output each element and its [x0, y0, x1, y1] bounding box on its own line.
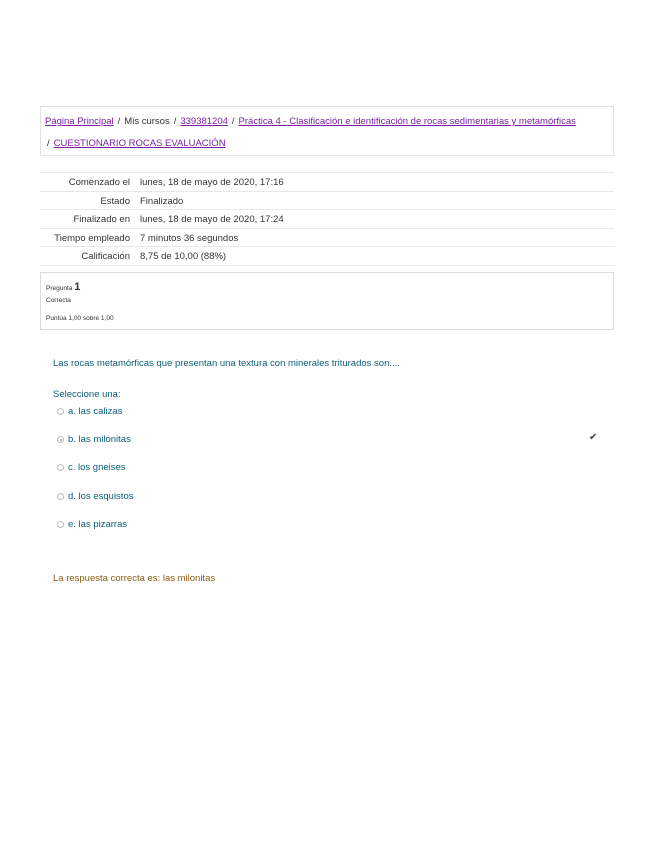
correct-answer-feedback: La respuesta correcta es: las milonitas: [53, 573, 216, 584]
summary-row-grade: [40, 246, 614, 266]
radio-button-checked[interactable]: [57, 436, 64, 443]
answer-option-a[interactable]: [57, 406, 122, 417]
breadcrumb-separator: /: [117, 116, 121, 127]
breadcrumb-separator: /: [231, 116, 235, 127]
breadcrumb-my-courses: Mis cursos: [124, 116, 170, 127]
breadcrumb-quiz-link[interactable]: CUESTIONARIO ROCAS EVALUACIÓN: [53, 138, 226, 149]
answer-option-d[interactable]: [57, 491, 133, 502]
radio-button[interactable]: [57, 521, 64, 528]
summary-value: 7 minutos 36 segundos: [140, 232, 239, 244]
answer-option-e[interactable]: [57, 519, 127, 530]
summary-row-state: [40, 191, 614, 210]
summary-row-started: [40, 172, 614, 191]
radio-button[interactable]: [57, 464, 64, 471]
summary-value: lunes, 18 de mayo de 2020, 17:24: [140, 214, 284, 225]
breadcrumb-separator: /: [173, 116, 177, 127]
breadcrumb-practice-link[interactable]: Práctica 4 - Clasificación e identificación de rocas sedimentarias y metamórficas: [238, 116, 576, 127]
question-grade: Puntúa 1,00 sobre 1,00: [46, 315, 114, 322]
answer-option-b[interactable]: [57, 434, 131, 445]
summary-value: lunes, 18 de mayo de 2020, 17:16: [140, 177, 284, 188]
breadcrumb: [40, 106, 614, 156]
answer-option-label: c. los gneises: [68, 462, 126, 473]
summary-key: Finalizado en: [73, 214, 130, 225]
answer-option-c[interactable]: [57, 462, 126, 473]
answer-option-label: e. las pizarras: [68, 519, 128, 530]
radio-button[interactable]: [57, 408, 64, 415]
question-state: Correcta: [46, 297, 71, 304]
breadcrumb-course-link[interactable]: 339381204: [180, 116, 228, 127]
breadcrumb-home-link[interactable]: Página Principal: [45, 116, 114, 127]
summary-key: Comenzado el: [68, 177, 130, 188]
question-text: Las rocas metamórficas que presentan una textura con minerales triturados son....: [53, 358, 400, 369]
question-label: Pregunta: [46, 285, 73, 292]
breadcrumb-line-2: [47, 138, 226, 149]
attempt-summary-table: [40, 172, 614, 266]
question-number: [46, 281, 80, 293]
summary-key: Tiempo empleado: [54, 232, 130, 244]
summary-value: 8,75 de 10,00 (88%): [140, 251, 227, 262]
question-number-value: 1: [74, 281, 81, 293]
answer-option-label: a. las calizas: [68, 406, 123, 417]
summary-row-finished: [40, 209, 614, 228]
answer-option-label: d. los esquistos: [68, 491, 134, 502]
summary-key: Calificación: [81, 251, 130, 262]
summary-row-time-taken: [40, 228, 614, 247]
question-info-box: [40, 272, 614, 330]
check-icon: ✔: [589, 432, 598, 443]
breadcrumb-separator: /: [47, 138, 50, 149]
summary-key: Estado: [100, 195, 130, 207]
breadcrumb-line-1: [45, 116, 576, 127]
summary-value: Finalizado: [140, 195, 184, 207]
answer-prompt: Seleccione una:: [53, 389, 121, 400]
radio-button[interactable]: [57, 493, 64, 500]
answer-option-label: b. las milonitas: [68, 434, 131, 445]
